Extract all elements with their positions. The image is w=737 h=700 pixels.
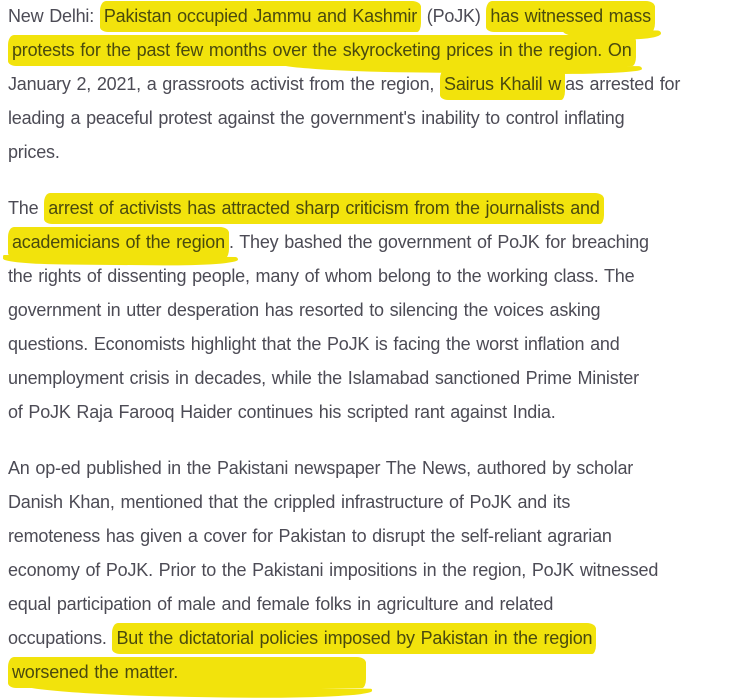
text-segment: unemployment crisis in decades, while the Islamabad sanctioned Prime Minister [8, 368, 639, 388]
text-line [8, 135, 733, 169]
text-segment: The [8, 198, 45, 218]
text-segment: as arrested for [565, 74, 681, 94]
text-segment: New Delhi: [8, 6, 100, 26]
text-line [8, 587, 733, 621]
text-segment: questions. Economists highlight that the PoJK is facing the worst inflation and [8, 334, 620, 354]
text-line [8, 395, 733, 429]
highlighted-text-segment[interactable]: protests for the past few months over the skyrocketing prices in the region. On [8, 35, 636, 66]
text-line [8, 0, 733, 33]
text-line [8, 293, 733, 327]
text-segment: prices. [8, 142, 60, 162]
text-line [8, 33, 733, 67]
text-line [8, 655, 733, 689]
text-segment: remoteness has given a cover for Pakistan to disrupt the self-reliant agrarian [8, 526, 612, 546]
text-segment: leading a peaceful protest against the government's inability to control inflating [8, 108, 625, 128]
text-segment: (PoJK) [421, 6, 487, 26]
text-line [8, 485, 733, 519]
text-line [8, 451, 733, 485]
text-segment: . They bashed the government of PoJK for breaching [228, 232, 649, 252]
text-segment: Danish Khan, mentioned that the crippled infrastructure of PoJK and its [8, 492, 571, 512]
highlighted-text-segment[interactable]: academicians of the region [8, 227, 229, 258]
highlighted-text-segment[interactable]: But the dictatorial policies imposed by Pakistan in the region [112, 623, 596, 654]
text-line [8, 621, 733, 655]
highlighted-text-segment[interactable]: has witnessed mass [486, 1, 654, 32]
text-segment: occupations. [8, 628, 113, 648]
paragraph-3 [8, 451, 733, 689]
text-segment: of PoJK Raja Farooq Haider continues his scripted rant against India. [8, 402, 556, 422]
text-segment: An op-ed published in the Pakistani newspaper The News, authored by scholar [8, 458, 634, 478]
text-segment: government in utter desperation has resorted to silencing the voices asking [8, 300, 601, 320]
text-segment: economy of PoJK. Prior to the Pakistani impositions in the region, PoJK witnessed [8, 560, 659, 580]
paragraph-1 [8, 0, 733, 169]
text-line [8, 225, 733, 259]
paragraph-2 [8, 191, 733, 429]
text-line [8, 101, 733, 135]
text-line [8, 553, 733, 587]
highlighted-text-segment[interactable]: worsened the matter. [8, 657, 366, 688]
highlighted-text-segment[interactable]: Pakistan occupied Jammu and Kashmir [100, 1, 421, 32]
text-line [8, 519, 733, 553]
text-segment: the rights of dissenting people, many of whom belong to the working class. The [8, 266, 635, 286]
highlighted-text-segment[interactable]: Sairus Khalil w [440, 69, 565, 100]
highlighted-text-segment[interactable]: arrest of activists has attracted sharp criticism from the journalists and [44, 193, 603, 224]
text-line [8, 361, 733, 395]
text-line [8, 191, 733, 225]
text-line [8, 327, 733, 361]
text-segment: equal participation of male and female folks in agriculture and related [8, 594, 554, 614]
text-segment: January 2, 2021, a grassroots activist from the region, [8, 74, 441, 94]
